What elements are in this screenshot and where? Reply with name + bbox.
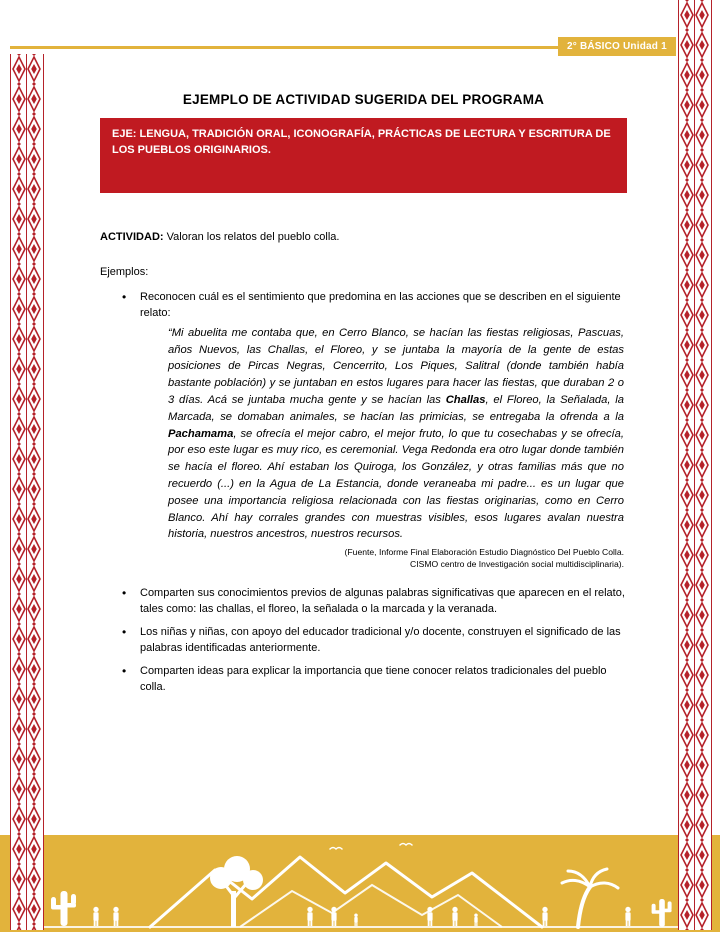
page-title: EJEMPLO DE ACTIVIDAD SUGERIDA DEL PROGRAMA [182,92,545,107]
bullet-marker: • [122,290,127,304]
bullet-item-4 [100,664,627,696]
bullet-item-3 [100,625,627,657]
activity-label: ACTIVIDAD: [100,231,164,243]
left-border-pattern [10,54,44,930]
bullet-item-1 [100,290,627,570]
andean-textile-pattern-icon [11,54,43,930]
bullet-4-text: Comparten ideas para explicar la importancia que tiene conocer relatos tradicionales del pueblo colla. [140,665,607,694]
activity-text: Valoran los relatos del pueblo colla. [166,231,340,243]
andean-textile-pattern-icon [679,0,711,930]
bullet-marker: • [122,625,127,640]
source-line-2: CISMO centro de Investigación social multidisciplinaria). [410,558,624,569]
source-attribution [168,547,624,570]
bullet-list [100,290,627,696]
bullet-2-text: Comparten sus conocimientos previos de algunas palabras significativas que aparecen en el relato, tales como: las challas, el floreo, la señalada o la marcada y la veranada. [140,587,625,616]
right-border-pattern [678,0,712,930]
bullet-marker: • [122,586,127,601]
bullet-item-2 [100,586,627,618]
andean-landscape-silhouette-icon [0,835,720,932]
source-line-1: (Fuente, Informe Final Elaboración Estudio Diagnóstico Del Pueblo Colla. [344,547,624,558]
content-column [100,0,627,703]
quote-block: “Mi abuelita me contaba que, en Cerro Blanco, se hacían las fiestas religiosas, Pascuas, años Nuevos, las Challas, el Floreo, y se juntaba la mayoría de la gente de estas posiciones de Pircas Negras, Cencerrito, Los Piques, Salitral (donde también había bastante población) y se juntaban en estos lugares para hacer las fiestas, que duraban 2 o 3 días. Acá se juntaba mucha gente y se hacían las Challas, el Floreo, la Señalada, la Marcada, se domaban animales, se hacían las primicias, se entregaba la ofrenda a la Pachamama, se ofrecía el mejor cabro, el mejor fruto, lo que tu cosechabas y se ofrecía, por eso este lugar es muy rico, es ceremonial. Vega Redonda era otro lugar donde también se hacía el floreo. Ahí estaban los Quiroga, los González, y otras familias más que no recuerdo (...) en la Agua de La Estancia, donde veraneaba mi padre... es un lugar que posee una importancia religiosa relacionada con las fiestas originarias, como en Cerro Blanco. Ahí hay corrales grandes con muestras visibles, esos lugares avalan nuestra historia, nuestros ancestros, nuestros recursos. [168,326,624,541]
bullet-1-text: Reconocen cuál es el sentimiento que predomina en las acciones que se describen en el siguiente relato: [140,291,621,319]
eje-banner: EJE: LENGUA, TRADICIÓN ORAL, ICONOGRAFÍA, PRÁCTICAS DE LECTURA Y ESCRITURA DE LOS PUEBLOS ORIGINARIOS. [100,118,627,193]
bullet-marker: • [122,664,127,679]
examples-label: Ejemplos: [100,266,149,278]
unit-badge: 2° BÁSICO Unidad 1 [558,37,676,56]
bullet-3-text: Los niñas y niñas, con apoyo del educador tradicional y/o docente, construyen el significado de las palabras identificadas anteriormente. [140,626,621,655]
footer-band [0,835,720,932]
activity-line [100,231,627,243]
